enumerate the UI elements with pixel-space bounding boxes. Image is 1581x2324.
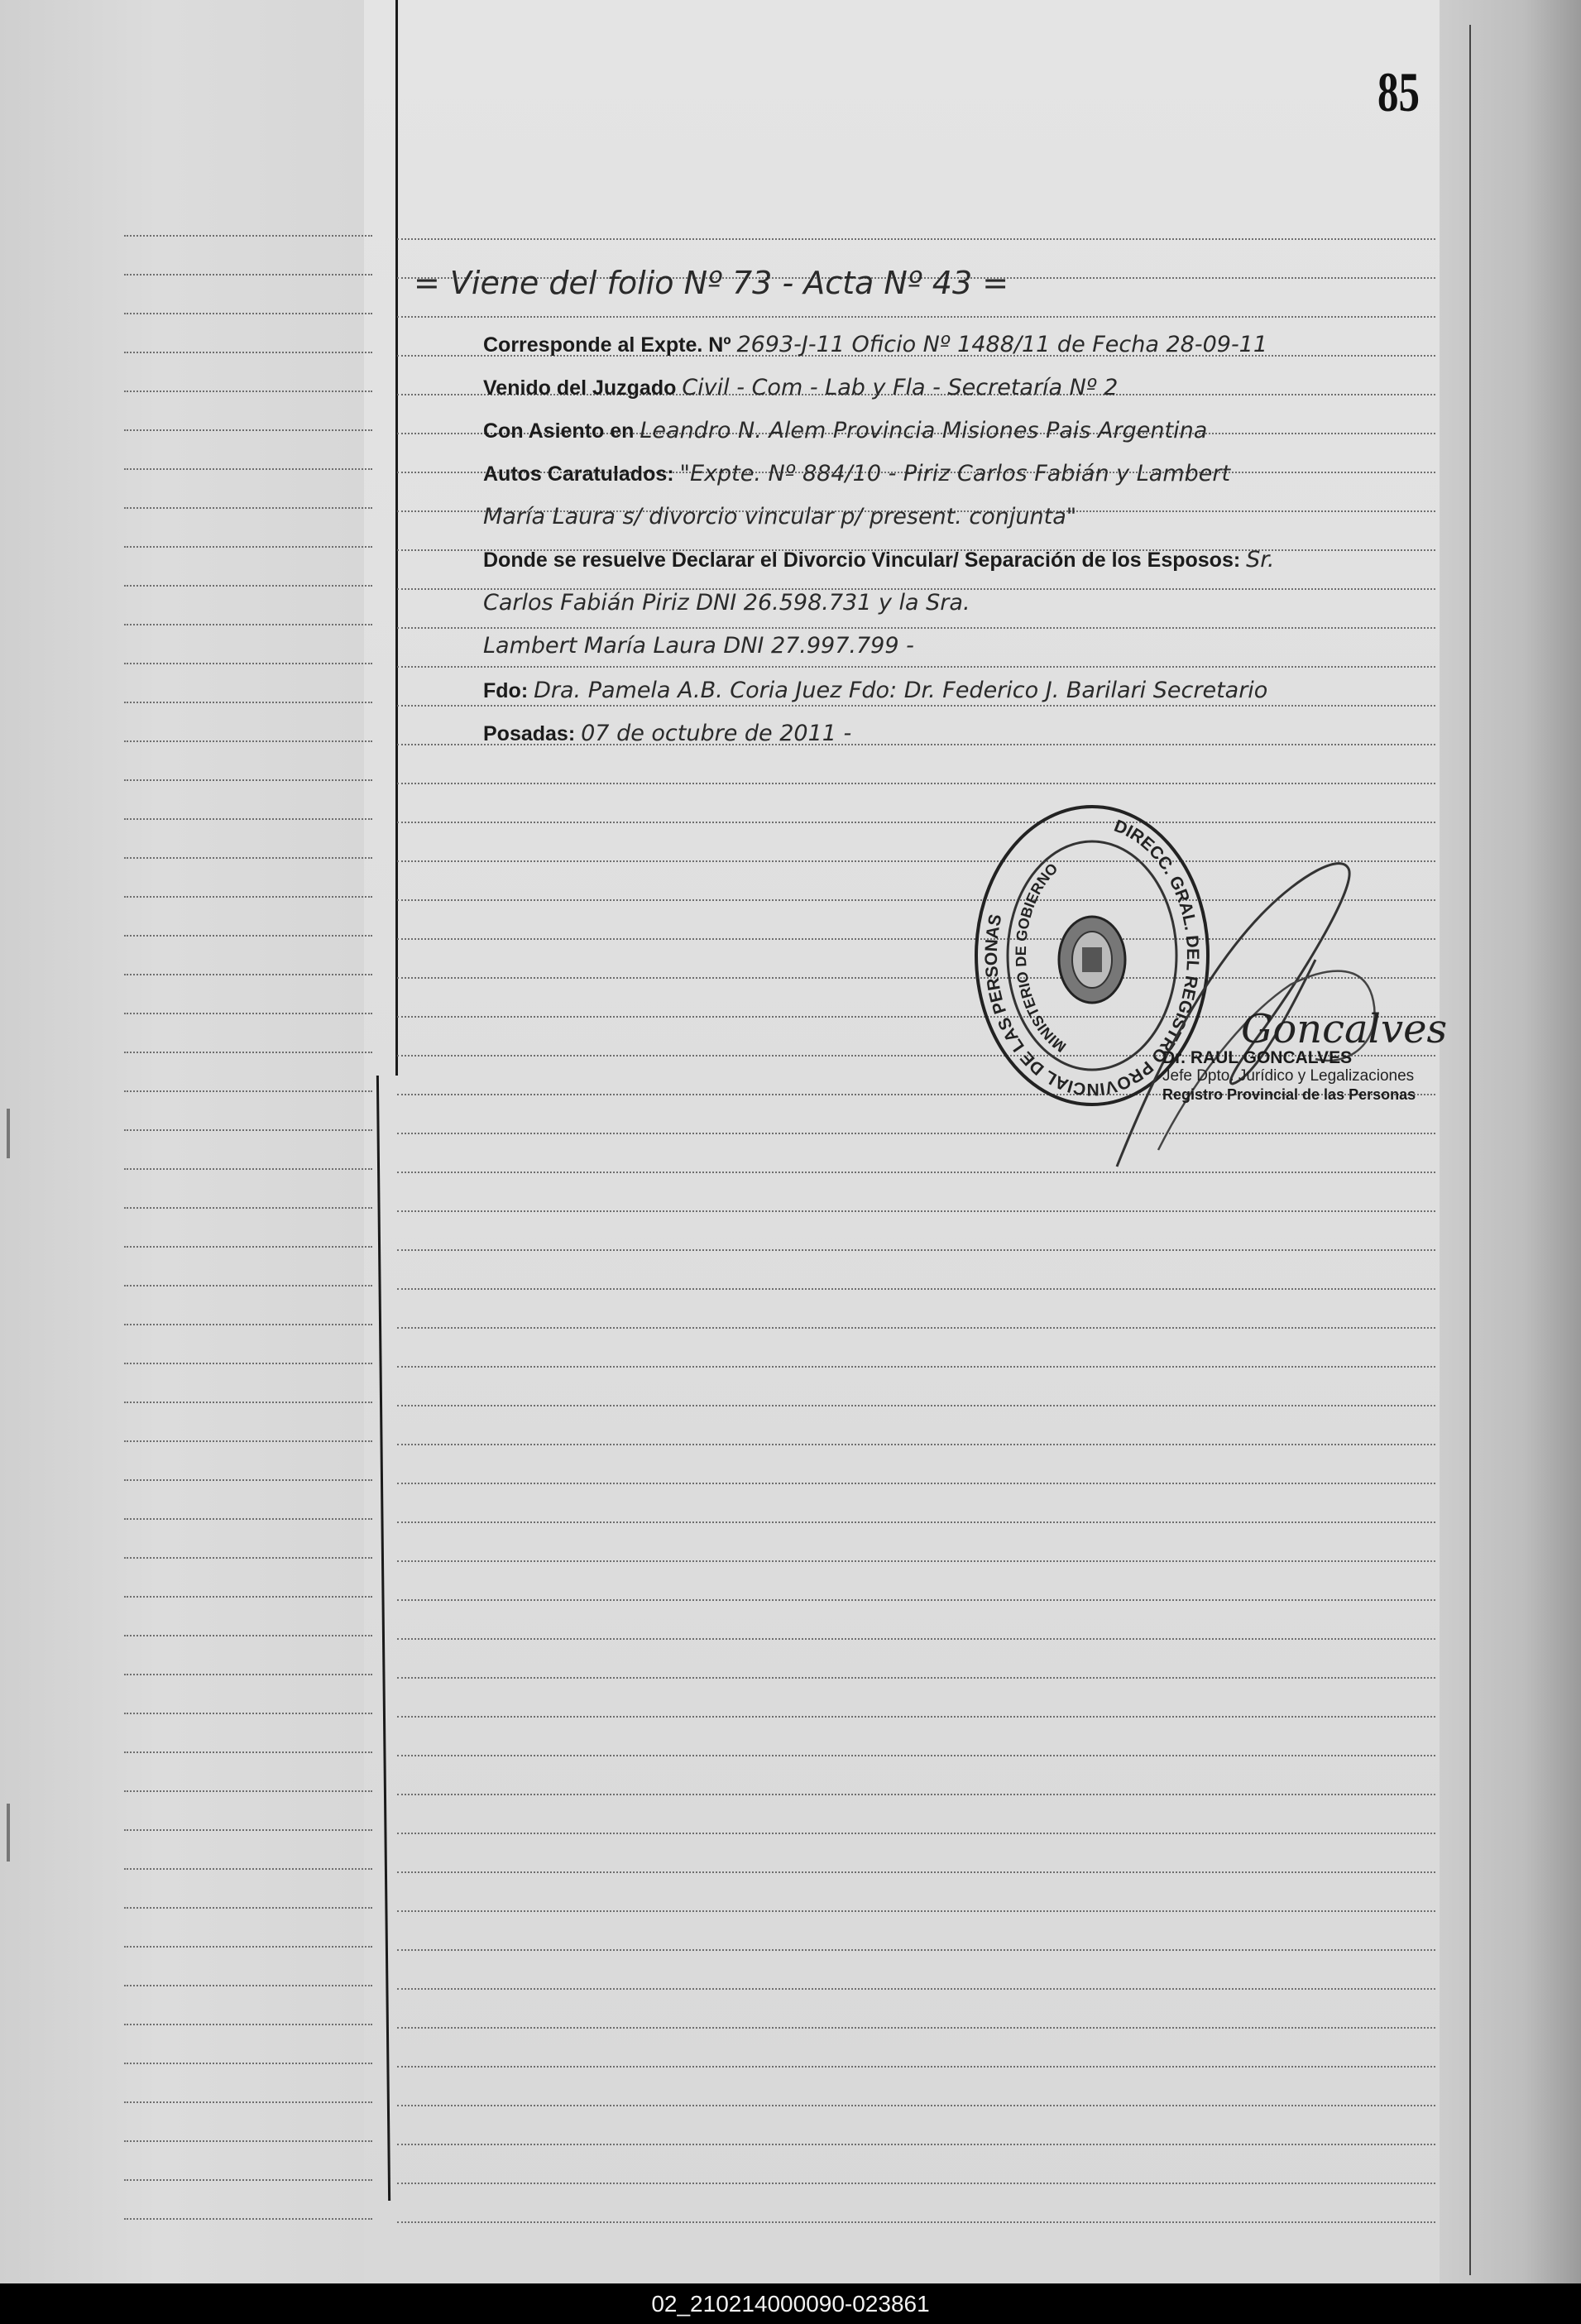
page-rule <box>397 1755 1435 1756</box>
page-rule <box>397 238 1435 240</box>
signature-handwritten: Goncalves <box>1241 1006 1448 1052</box>
page-rule <box>397 1405 1435 1406</box>
page-rule <box>397 1833 1435 1834</box>
record-line <box>483 720 851 748</box>
record-label: Donde se resuelve Declarar el Divorcio Vincular/ Separación de los Esposos: <box>483 549 1241 572</box>
margin-rule <box>124 624 372 625</box>
page-rule <box>397 1366 1435 1368</box>
record-label: Con Asiento en <box>483 419 635 443</box>
margin-rule <box>124 2024 372 2025</box>
margin-rule <box>124 1635 372 1636</box>
page-rule <box>397 783 1435 784</box>
margin-rule <box>124 896 372 898</box>
margin-rule <box>124 546 372 548</box>
record-value: "Expte. Nº 884/10 - Piriz Carlos Fabián y Lambert <box>679 461 1231 486</box>
record-label: Posadas: <box>483 722 576 745</box>
record-label: Corresponde al Expte. Nº <box>483 333 731 357</box>
margin-rule <box>124 1751 372 1753</box>
margin-rule <box>124 1674 372 1675</box>
margin-rule <box>124 507 372 509</box>
margin-rule <box>124 702 372 703</box>
record-line <box>483 677 1267 705</box>
record-label: Venido del Juzgado <box>483 376 677 400</box>
page-rule <box>397 1794 1435 1795</box>
record-line <box>483 632 914 660</box>
page-rule <box>397 1988 1435 1990</box>
margin-rule <box>124 1168 372 1170</box>
page-rule <box>397 1677 1435 1679</box>
margin-rule <box>124 1402 372 1403</box>
record-line <box>483 374 1118 402</box>
margin-rule <box>124 1985 372 1986</box>
margin-rule <box>124 740 372 742</box>
record-line <box>483 589 970 617</box>
continuation-heading: = Viene del folio Nº 73 - Acta Nº 43 = <box>414 265 1009 301</box>
margin-rule <box>124 2140 372 2142</box>
page-rule <box>397 705 1435 707</box>
margin-rule <box>124 1713 372 1714</box>
margin-rule <box>124 935 372 937</box>
stamp-outer-text: DIRECC. GRAL. DEL REGISTRO PROVINCIAL DE LAS PERSONAS <box>981 816 1203 1100</box>
margin-rule <box>124 391 372 392</box>
record-value: Leandro N. Alem Provincia Misiones Pais Argentina <box>640 418 1208 443</box>
margin-rule <box>124 235 372 237</box>
margin-rule <box>124 1440 372 1442</box>
margin-rule <box>124 274 372 276</box>
margin-rule <box>124 1013 372 1014</box>
right-margin-line <box>1469 25 1471 2275</box>
page-rule <box>397 822 1435 823</box>
page-rule <box>397 1483 1435 1484</box>
record-value: Lambert María Laura DNI 27.997.799 - <box>483 633 914 659</box>
margin-rule <box>124 2101 372 2103</box>
page-edges <box>1440 0 1581 2283</box>
margin-rule <box>124 1907 372 1909</box>
record-label: Fdo: <box>483 679 529 702</box>
margin-rule <box>124 1207 372 1209</box>
record-value: Civil - Com - Lab y Fla - Secretaría Nº 2 <box>682 375 1119 400</box>
margin-rule <box>124 1324 372 1325</box>
page-rule <box>397 2105 1435 2106</box>
page-rule <box>397 2144 1435 2145</box>
margin-rule <box>124 429 372 431</box>
margin-rule <box>124 468 372 470</box>
page-rule <box>397 1288 1435 1290</box>
margin-rule <box>124 1790 372 1792</box>
margin-rule <box>124 818 372 820</box>
record-value: María Laura s/ divorcio vincular p/ present. conjunta" <box>483 504 1077 529</box>
page-rule <box>397 1599 1435 1601</box>
page-rule <box>397 2221 1435 2223</box>
page-rule <box>397 1716 1435 1718</box>
left-page <box>0 0 397 2283</box>
margin-rule <box>124 1946 372 1948</box>
page-rule <box>397 1444 1435 1445</box>
margin-rule <box>124 1557 372 1559</box>
margin-rule <box>124 1518 372 1520</box>
stamp-inner-text: MINISTERIO DE GOBIERNO <box>1012 860 1070 1056</box>
binding-stitch <box>7 1109 10 1158</box>
margin-rule <box>124 1363 372 1364</box>
margin-rule <box>124 663 372 664</box>
margin-rule <box>124 585 372 587</box>
record-value: Sr. <box>1246 547 1275 573</box>
signatory-office: Registro Provincial de las Personas <box>1162 1086 1416 1103</box>
record-line <box>483 460 1230 488</box>
margin-rule <box>124 1829 372 1831</box>
record-value: 07 de octubre de 2011 - <box>581 721 852 746</box>
margin-rule <box>124 974 372 975</box>
page-rule <box>397 2066 1435 2068</box>
margin-rule <box>124 2218 372 2220</box>
page-rule <box>397 316 1435 318</box>
margin-rule <box>124 779 372 781</box>
margin-rule <box>124 1868 372 1870</box>
page-rule <box>397 2027 1435 2029</box>
margin-rule <box>124 1479 372 1481</box>
signatory-block <box>1162 1049 1416 1104</box>
page-rule <box>397 2183 1435 2184</box>
page-rule <box>397 1910 1435 1912</box>
binding-stitch <box>7 1804 10 1862</box>
page-rule <box>397 1949 1435 1951</box>
margin-rule <box>124 352 372 353</box>
margin-rule <box>124 2179 372 2181</box>
margin-rule <box>124 2063 372 2064</box>
record-line <box>483 331 1267 359</box>
page-number: 85 <box>1377 60 1420 123</box>
signatory-title: Jefe Dpto. Jurídico y Legalizaciones <box>1162 1067 1415 1085</box>
page-rule <box>397 1327 1435 1329</box>
page-rule <box>397 1560 1435 1562</box>
margin-line <box>395 0 398 1076</box>
margin-rule <box>124 1596 372 1598</box>
record-value: Dra. Pamela A.B. Coria Juez Fdo: Dr. Federico J. Barilari Secretario <box>534 678 1268 703</box>
record-label: Autos Caratulados: <box>483 462 674 486</box>
margin-rule <box>124 857 372 859</box>
record-line <box>483 546 1274 574</box>
signatory-name: Dr. RAUL GONCALVES <box>1162 1048 1353 1067</box>
record-line <box>483 503 1076 531</box>
margin-rule <box>124 313 372 314</box>
margin-rule <box>124 1285 372 1287</box>
margin-rule <box>124 1090 372 1092</box>
margin-rule <box>124 1246 372 1248</box>
record-line <box>483 417 1207 445</box>
page-rule <box>397 1249 1435 1251</box>
page-rule <box>397 666 1435 668</box>
record-value: Carlos Fabián Piriz DNI 26.598.731 y la Sra. <box>483 590 970 616</box>
scan-footer-id: 02_210214000090-023861 <box>651 2290 930 2317</box>
page-rule <box>397 1871 1435 1873</box>
margin-rule <box>124 1052 372 1053</box>
page-rule <box>397 1521 1435 1523</box>
page-rule <box>397 1638 1435 1640</box>
record-value: 2693-J-11 Oficio Nº 1488/11 de Fecha 28-09-11 <box>736 332 1268 357</box>
margin-rule <box>124 1129 372 1131</box>
page-rule <box>397 627 1435 629</box>
signature-scribble <box>1100 836 1448 1183</box>
page-rule <box>397 1210 1435 1212</box>
